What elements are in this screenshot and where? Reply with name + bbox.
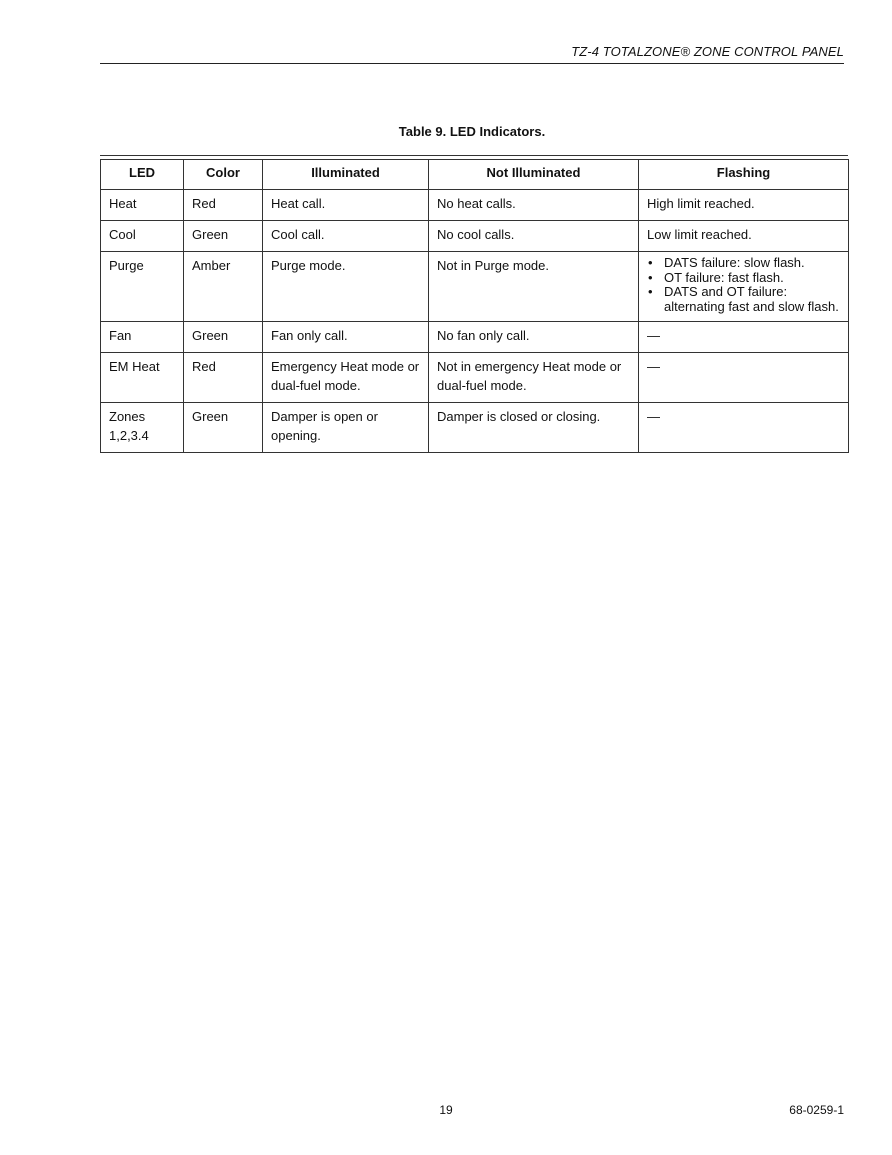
led-indicators-table [100,159,849,453]
cell-flashing [639,252,849,322]
cell-color: Green [184,221,263,252]
cell-not-illuminated: Not in Purge mode. [429,252,639,322]
cell-not-illuminated: No cool calls. [429,221,639,252]
column-header-led: LED [101,160,184,190]
cell-color: Amber [184,252,263,322]
led-table-container [100,155,848,453]
bullet-item: • OT failure: fast flash. [647,271,840,286]
header-rule [100,63,844,64]
column-header-not-illuminated: Not Illuminated [429,160,639,190]
cell-not-illuminated: Damper is closed or closing. [429,403,639,453]
cell-not-illuminated: No heat calls. [429,190,639,221]
cell-color: Green [184,322,263,353]
bullet-item: • DATS and OT failure: alternating fast and slow flash. [647,285,840,314]
page-number: 19 [439,1103,453,1117]
cell-led: EM Heat [101,353,184,403]
cell-illuminated: Fan only call. [263,322,429,353]
table-header-row [101,160,849,190]
table-row [101,252,849,322]
cell-flashing: — [639,322,849,353]
table-row [101,403,849,453]
bullet-item: • DATS failure: slow flash. [647,256,840,271]
running-header: TZ-4 TOTALZONE® ZONE CONTROL PANEL [571,44,844,59]
cell-led: Cool [101,221,184,252]
cell-not-illuminated: No fan only call. [429,322,639,353]
cell-color: Red [184,190,263,221]
cell-illuminated: Damper is open or opening. [263,403,429,453]
cell-flashing: Low limit reached. [639,221,849,252]
table-row [101,353,849,403]
cell-led: Fan [101,322,184,353]
cell-color: Red [184,353,263,403]
cell-led: Purge [101,252,184,322]
cell-illuminated: Cool call. [263,221,429,252]
table-row [101,221,849,252]
cell-flashing: High limit reached. [639,190,849,221]
column-header-flashing: Flashing [639,160,849,190]
cell-illuminated: Heat call. [263,190,429,221]
table-row [101,322,849,353]
cell-flashing: — [639,403,849,453]
table-caption: Table 9. LED Indicators. [398,124,546,139]
cell-illuminated: Emergency Heat mode or dual-fuel mode. [263,353,429,403]
flashing-bullet-list [647,256,840,314]
table-row [101,190,849,221]
column-header-color: Color [184,160,263,190]
cell-not-illuminated: Not in emergency Heat mode or dual-fuel mode. [429,353,639,403]
column-header-illuminated: Illuminated [263,160,429,190]
cell-illuminated: Purge mode. [263,252,429,322]
cell-led: Heat [101,190,184,221]
document-number: 68-0259-1 [789,1103,844,1117]
cell-flashing: — [639,353,849,403]
cell-color: Green [184,403,263,453]
cell-led: Zones 1,2,3.4 [101,403,184,453]
